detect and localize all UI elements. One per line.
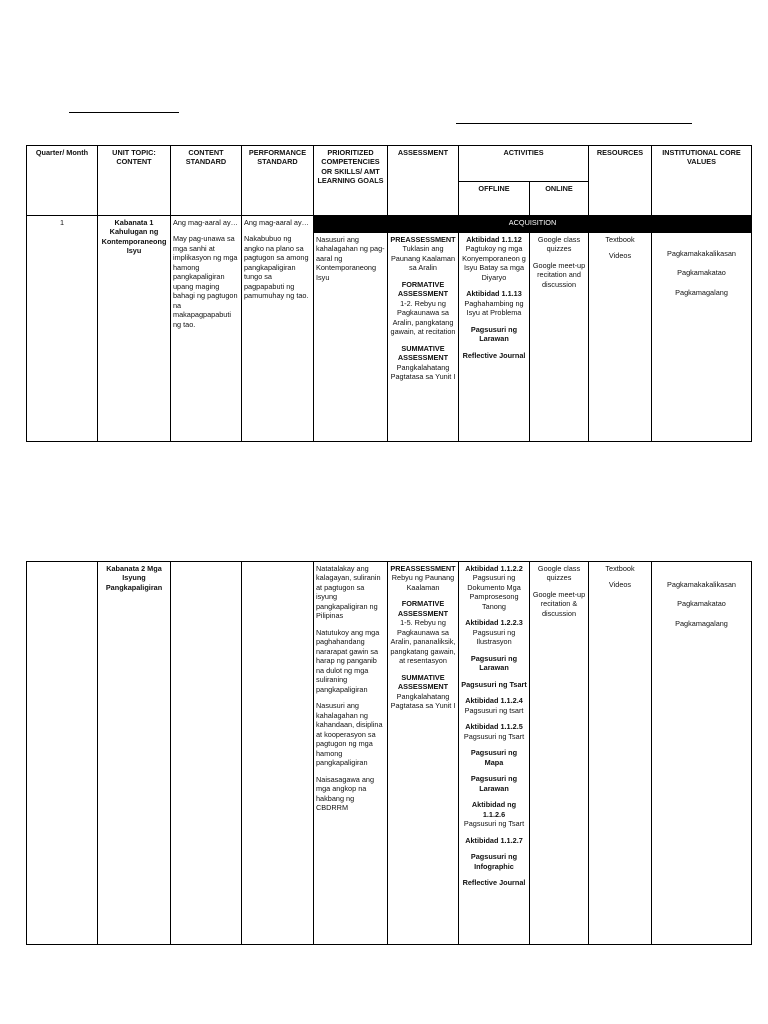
header-content-standard: CONTENT STANDARD <box>171 146 242 216</box>
core-value: Pagkamakakalikasan <box>667 580 736 589</box>
offline-activity-title: Aktibidad 1.1.12 <box>466 235 522 244</box>
performance-standard-cell <box>242 216 314 442</box>
summative-text: Pangkalahatang Pagtatasa sa Yunit I <box>390 691 456 711</box>
competencies-cell <box>314 233 388 442</box>
offline-activity-title: Pagsusuri ng Larawan <box>470 653 518 673</box>
core-values-cell <box>652 562 752 945</box>
acquisition-banner: ACQUISITION <box>314 216 752 233</box>
online-activities-cell <box>530 233 589 442</box>
offline-activity-title: Reflective Journal <box>462 878 526 888</box>
offline-activity-title: Aktibidad 1.2.2.3 <box>465 618 523 628</box>
offline-activities-cell <box>459 233 530 442</box>
header-quarter: Quarter/ Month <box>27 146 98 216</box>
summative-title: SUMMATIVE ASSESSMENT <box>397 343 449 363</box>
core-value: Pagkamakakalikasan <box>667 249 736 258</box>
header-online: ONLINE <box>530 182 589 216</box>
name-line-right <box>456 123 692 124</box>
resource-item: Videos <box>608 580 632 590</box>
online-activity: Google meet-up recitation and discussion <box>532 260 586 289</box>
formative-text: 1-5. Rebyu ng Pagkaunawa sa Aralin, pananaliksik, pangkatang gawain, at resentasyon <box>390 618 456 666</box>
header-prioritized-competencies: PRIORITIZED COMPETENCIES OR SKILLS/ AMT LEARNING GOALS <box>314 146 388 216</box>
resources-cell <box>589 233 652 442</box>
competency-text: Nasusuri ang kahalagahan ng kahandaan, disiplina at kooperasyon sa pagtugon ng mga hamong pangkapaligiran <box>316 701 383 768</box>
resource-item: Videos <box>608 251 632 261</box>
offline-activity-text: Pagsusuri ng tsart <box>464 705 524 715</box>
summative-text: Pangkalahatang Pagtatasa sa Yunit I <box>390 362 456 382</box>
content-standard-text: May pag-unawa sa mga sanhi at implikasyon ng mga hamong pangkapaligiran upang maging bahagi ng pagtugon na makapagpapabuti ng tao. <box>173 234 238 329</box>
offline-activity-title: Aktibidad 1.1.2.4 <box>465 696 523 706</box>
content-standard-intro: Ang mag-aaral ay… <box>173 218 238 227</box>
performance-standard-intro: Ang mag-aaral ay… <box>244 218 309 227</box>
competencies-cell <box>314 562 388 945</box>
header-unit-topic: UNIT TOPIC: CONTENT <box>98 146 171 216</box>
quarter-cell <box>27 562 98 945</box>
offline-activity-text: Pagsusuri ng Tsart <box>463 731 525 741</box>
header-resources: RESOURCES <box>589 146 652 216</box>
header-offline: OFFLINE <box>459 182 530 216</box>
offline-activity-title: Aktibidad ng 1.1.2.6 <box>471 800 517 819</box>
offline-activity-title: Aktibidad 1.1.2.2 <box>465 564 523 573</box>
unit-topic-cell <box>98 216 171 442</box>
offline-activity-title: Pagsusuri ng Mapa <box>470 748 518 767</box>
offline-activity-title: Aktibidad 1.1.2.7 <box>465 835 523 845</box>
preassessment-title: PREASSESSMENT <box>390 235 456 244</box>
offline-activity-title: Aktibidad 1.1.13 <box>466 289 522 299</box>
online-activity: Google meet-up recitation & discussion <box>532 589 586 618</box>
competency-text: Natutukoy ang mga paghahandang nararapat gawin sa harap ng panganib na dulot ng mga suliraning pangkapaligiran <box>316 627 380 694</box>
preassessment-title: PREASSESSMENT <box>390 564 456 573</box>
quarter-value: 1 <box>59 218 65 227</box>
header-activities: ACTIVITIES <box>459 146 589 182</box>
preassessment-text: Tuklasin ang Paunang Kaalaman sa Aralin <box>390 244 456 273</box>
offline-activities-cell <box>459 562 530 945</box>
header-core-values: INSTITUTIONAL CORE VALUES <box>652 146 752 216</box>
competency-text: Nasusuri ang kahalagahan ng pag-aaral ng Kontemporaneong Isyu <box>316 235 385 282</box>
offline-activity-text: Pagsusuri ng Tsart <box>463 819 525 829</box>
unit-topic: Kabanata 1 Kahulugan ng Kontemporaneong Isyu <box>101 218 167 256</box>
offline-activity-title: Pagsusuri ng Tsart <box>461 679 527 689</box>
content-standard-cell <box>171 562 242 945</box>
assessment-cell <box>388 562 459 945</box>
core-value: Pagkamagalang <box>675 618 728 628</box>
curriculum-map-table-1 <box>26 145 752 442</box>
header-performance-standard: PERFORMANCE STANDARD <box>242 146 314 216</box>
name-line-left <box>69 112 179 113</box>
unit-topic: Kabanata 2 Mga Isyung Pangkapaligiran <box>105 564 163 592</box>
resources-cell <box>589 562 652 945</box>
core-value: Pagkamagalang <box>675 287 728 297</box>
online-activity: Google class quizzes <box>537 564 581 583</box>
header-assessment: ASSESSMENT <box>388 146 459 216</box>
performance-standard-cell <box>242 562 314 945</box>
quarter-cell <box>27 216 98 442</box>
unit-topic-cell <box>98 562 171 945</box>
core-values-cell <box>652 233 752 442</box>
core-value: Pagkamakatao <box>677 268 726 278</box>
content-standard-cell <box>171 216 242 442</box>
resource-item: Textbook <box>605 235 635 244</box>
summative-title: SUMMATIVE ASSESSMENT <box>397 672 449 692</box>
offline-activity-title: Pagsusuri ng Larawan <box>470 774 518 793</box>
competency-text: Natatalakay ang kalagayan, suliranin at pagtugon sa isyung pangkapaligiran ng Pilipinas <box>316 564 381 621</box>
competency-text: Naisasagawa ang mga angkop na hakbang ng CBDRRM <box>316 774 375 813</box>
offline-activity-title: Aktibidad 1.1.2.5 <box>465 722 523 732</box>
offline-activity-text: Pagsusuri ng Ilustrasyon <box>472 627 516 647</box>
offline-activity-text: Paghahambing ng Isyu at Problema <box>464 298 524 318</box>
offline-activity-title: Pagsusuri ng Infographic <box>470 852 518 871</box>
formative-title: FORMATIVE ASSESSMENT <box>397 599 449 618</box>
core-value: Pagkamakatao <box>677 599 726 609</box>
offline-activity-title: Reflective Journal <box>462 350 526 360</box>
online-activities-cell <box>530 562 589 945</box>
preassessment-text: Rebyu ng Paunang Kaalaman <box>391 573 455 592</box>
formative-title: FORMATIVE ASSESSMENT <box>397 279 449 299</box>
resource-item: Textbook <box>605 564 635 573</box>
online-activity: Google class quizzes <box>537 235 581 254</box>
offline-activity-text: Pagtukoy ng mga Konyemporaneon g Isyu Batay sa mga Diyaryo <box>462 244 526 282</box>
offline-activity-title: Pagsusuri ng Larawan <box>470 324 518 344</box>
curriculum-map-table-2 <box>26 561 752 945</box>
assessment-cell <box>388 233 459 442</box>
offline-activity-text: Pagsusuri ng Dokumento Mga Pamprosesong Tanong <box>467 573 521 611</box>
performance-standard-text: Nakabubuo ng angko na plano sa pagtugon sa among pangkapaligiran tungo sa pagpapabuti ng pamumuhay ng tao. <box>244 234 309 301</box>
formative-text: 1-2. Rebyu ng Pagkaunawa sa Aralin, pangkatang gawain, at recitation <box>390 298 456 337</box>
